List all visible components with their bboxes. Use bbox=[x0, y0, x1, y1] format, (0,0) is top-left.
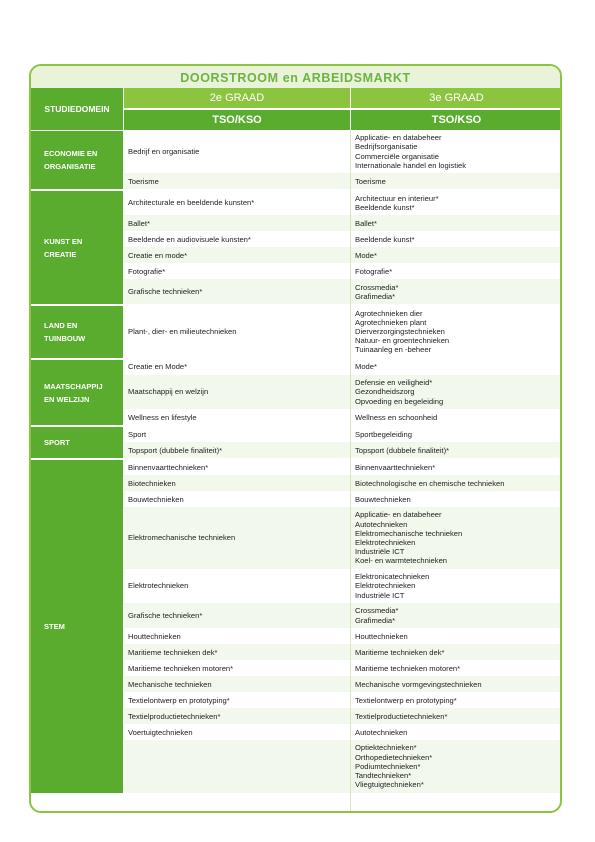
table-row bbox=[124, 426, 562, 442]
graad2-cell: Elektromechanische technieken bbox=[128, 533, 236, 543]
graad2-cell: Creatie en Mode* bbox=[128, 362, 188, 372]
graad2-cell: Maritieme technieken dek* bbox=[128, 647, 218, 657]
table-row bbox=[124, 660, 562, 676]
table-row bbox=[124, 603, 562, 628]
table-row bbox=[124, 740, 562, 793]
table-row bbox=[124, 375, 562, 409]
studiedomein-header: STUDIEDOMEIN bbox=[31, 88, 123, 130]
studiedomein-cell bbox=[31, 191, 123, 304]
studiedomein-label: MAATSCHAPPIJ EN WELZIJN bbox=[44, 381, 103, 404]
graad2-cell: Ballet* bbox=[128, 218, 150, 228]
graad3-cell: Toerisme bbox=[355, 176, 386, 186]
graad2-cell: Fotografie* bbox=[128, 266, 166, 276]
table-row bbox=[124, 628, 562, 644]
table-row bbox=[124, 279, 562, 304]
table-row bbox=[124, 724, 562, 740]
graad2-cell: Maritieme technieken motoren* bbox=[128, 663, 234, 673]
graad3-cell: Maritieme technieken dek* bbox=[355, 647, 445, 657]
graad2-cell: Creatie en mode* bbox=[128, 250, 188, 260]
graad2-cell: Bouwtechnieken bbox=[128, 494, 184, 504]
graad3-cell: Agrotechnieken dier Agrotechnieken plant Dierverzorgingstechnieken Natuur- en groentechnieken Tuinaanleg en -beheer bbox=[355, 308, 450, 355]
graad3-cell: Fotografie* bbox=[355, 266, 393, 276]
graad3-cell: Binnenvaarttechnieken* bbox=[355, 462, 436, 472]
studiedomein-cell bbox=[31, 306, 123, 358]
graad3-cell: Textielproductietechnieken* bbox=[355, 711, 448, 721]
table-row bbox=[124, 305, 562, 358]
table-row bbox=[124, 676, 562, 692]
doorstroom-table bbox=[29, 64, 562, 813]
studiedomein-cell bbox=[31, 460, 123, 793]
table-title: DOORSTROOM en ARBEIDSMARKT bbox=[31, 66, 560, 88]
graad2-cell: Biotechnieken bbox=[128, 478, 176, 488]
graad2-cell: Textielproductietechnieken* bbox=[128, 711, 221, 721]
table-row bbox=[124, 409, 562, 425]
table-row bbox=[124, 507, 562, 569]
graad3-cell: Beeldende kunst* bbox=[355, 234, 415, 244]
graad3-cell: Architectuur en interieur* Beeldende kunst* bbox=[355, 193, 439, 212]
graad2-cell: Textielontwerp en prototyping* bbox=[128, 695, 230, 705]
graad3-cell: Sportbegeleiding bbox=[355, 429, 412, 439]
graad3-cell: Wellness en schoonheid bbox=[355, 412, 438, 422]
graad3-cell: Autotechnieken bbox=[355, 727, 408, 737]
graad3-cell: Mode* bbox=[355, 250, 377, 260]
graad3-header: 3e GRAAD bbox=[351, 88, 562, 108]
studiedomein-label: SPORT bbox=[44, 438, 70, 448]
table-row bbox=[124, 173, 562, 189]
table-row bbox=[124, 190, 562, 215]
table-row bbox=[124, 708, 562, 724]
graad2-cell: Beeldende en audiovisuele kunsten* bbox=[128, 234, 251, 244]
table-row bbox=[124, 644, 562, 660]
graad3-cell: Elektronicatechnieken Elektrotechnieken Industriële ICT bbox=[355, 572, 430, 600]
graad2-cell bbox=[124, 740, 350, 793]
graad3-cell: Topsport (dubbele finaliteit)* bbox=[355, 445, 450, 455]
graad3-cell: Textielontwerp en prototyping* bbox=[355, 695, 457, 705]
graad2-cell: Voertuigtechnieken bbox=[128, 727, 193, 737]
table-row bbox=[124, 692, 562, 708]
graad3-cell: Applicatie- en databeheer Autotechnieken Elektromechanische technieken Elektrotechnieken Industriële ICT Koel- en warmtetechnieken bbox=[355, 510, 463, 566]
table-row bbox=[124, 247, 562, 263]
table-row bbox=[124, 359, 562, 375]
graad2-cell: Toerisme bbox=[128, 176, 159, 186]
table-row bbox=[124, 130, 562, 173]
graad3-cell: Crossmedia* Grafimedia* bbox=[355, 282, 399, 301]
studiedomein-cell bbox=[31, 427, 123, 458]
graad2-cell: Binnenvaarttechnieken* bbox=[128, 462, 209, 472]
graad2-cell: Architecturale en beeldende kunsten* bbox=[128, 198, 255, 208]
graad2-cell: Plant-, dier- en milieutechnieken bbox=[128, 327, 237, 337]
column-divider bbox=[350, 130, 351, 811]
graad2-cell: Elektrotechnieken bbox=[128, 581, 189, 591]
graad2-cell: Bedrijf en organisatie bbox=[128, 147, 200, 157]
tso3-header: TSO/KSO bbox=[351, 110, 562, 130]
tso2-header: TSO/KSO bbox=[124, 110, 350, 130]
graad3-cell: Mode* bbox=[355, 362, 377, 372]
table-row bbox=[124, 231, 562, 247]
graad3-cell: Bouwtechnieken bbox=[355, 494, 411, 504]
table-row bbox=[124, 215, 562, 231]
graad3-cell: Houttechnieken bbox=[355, 631, 408, 641]
graad3-cell: Biotechnologische en chemische technieken bbox=[355, 478, 505, 488]
graad3-cell: Crossmedia* Grafimedia* bbox=[355, 606, 399, 625]
graad2-cell: Grafische technieken* bbox=[128, 611, 203, 621]
table-row bbox=[124, 475, 562, 491]
graad3-cell: Ballet* bbox=[355, 218, 377, 228]
table-row bbox=[124, 459, 562, 475]
table-row bbox=[124, 263, 562, 279]
table-row bbox=[124, 569, 562, 603]
graad2-cell: Wellness en lifestyle bbox=[128, 412, 197, 422]
graad3-cell: Defensie en veiligheid* Gezondheidszorg Opvoeding en begeleiding bbox=[355, 378, 444, 406]
graad2-header: 2e GRAAD bbox=[124, 88, 350, 108]
studiedomein-label: LAND EN TUINBOUW bbox=[44, 321, 86, 344]
graad2-cell: Grafische technieken* bbox=[128, 287, 203, 297]
graad2-cell: Topsport (dubbele finaliteit)* bbox=[128, 445, 223, 455]
studiedomein-cell bbox=[31, 131, 123, 189]
graad2-cell: Houttechnieken bbox=[128, 631, 181, 641]
table-row bbox=[124, 491, 562, 507]
graad2-cell: Mechanische technieken bbox=[128, 679, 212, 689]
table-row bbox=[124, 442, 562, 458]
graad3-cell: Mechanische vormgevingstechnieken bbox=[355, 679, 482, 689]
graad2-cell: Sport bbox=[128, 429, 147, 439]
graad3-cell: Maritieme technieken motoren* bbox=[355, 663, 461, 673]
studiedomein-label: STEM bbox=[44, 621, 65, 631]
studiedomein-label: KUNST EN CREATIE bbox=[44, 236, 83, 259]
studiedomein-label: ECONOMIE EN ORGANISATIE bbox=[44, 149, 98, 172]
studiedomein-cell bbox=[31, 360, 123, 425]
graad2-cell: Maatschappij en welzijn bbox=[128, 387, 209, 397]
graad3-cell: Optiektechnieken* Orthopedietechnieken* Podiumtechnieken* Tandtechnieken* Vliegtuigtechnieken* bbox=[355, 743, 433, 790]
graad3-cell: Applicatie- en databeheer Bedrijfsorganisatie Commerciële organisatie Internationale handel en logistiek bbox=[355, 133, 467, 170]
